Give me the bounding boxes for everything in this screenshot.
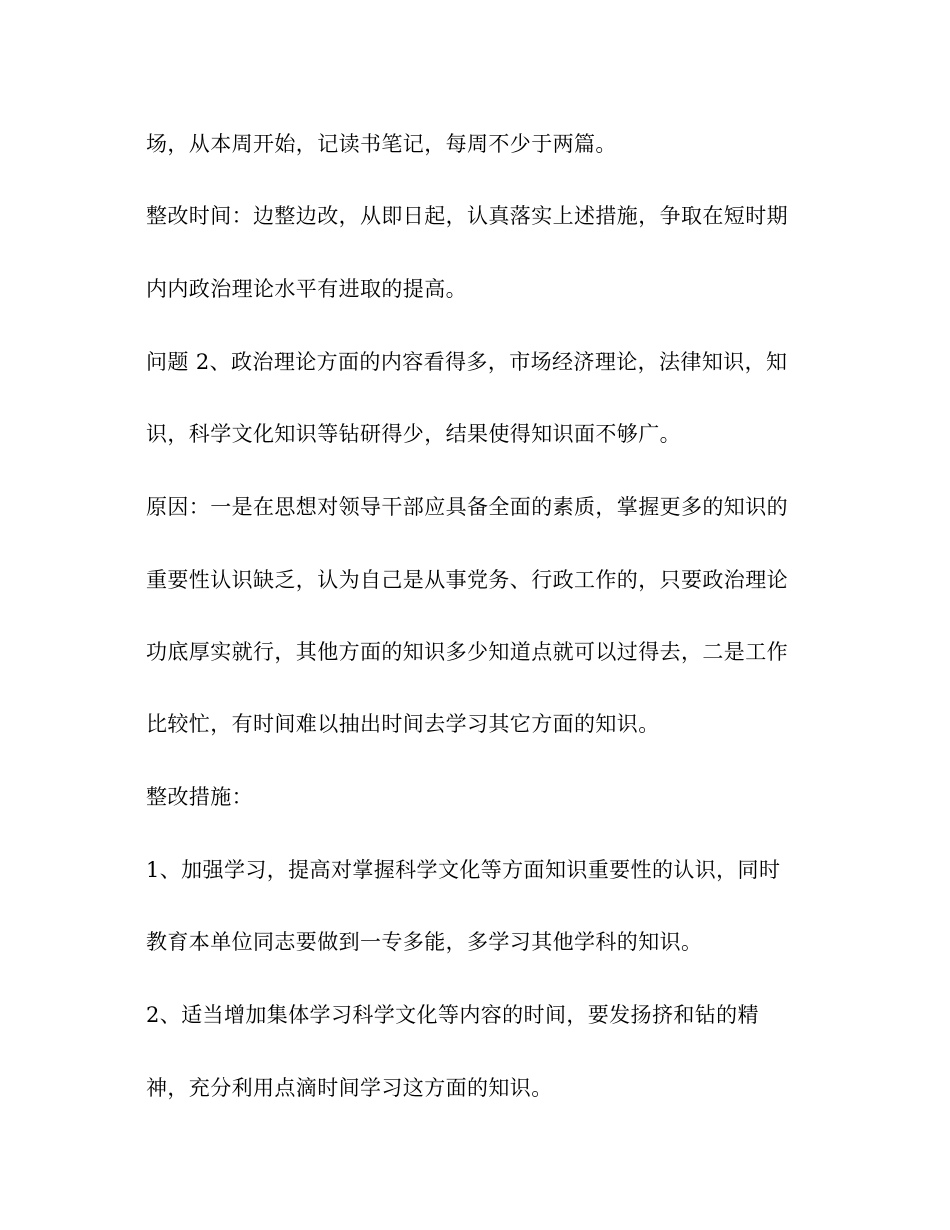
text-line: 整改措施： xyxy=(146,785,253,809)
text-line: 神，充分利用点滴时间学习这方面的知识。 xyxy=(146,1076,553,1100)
text-line: 1、加强学习，提高对掌握科学文化等方面知识重要性的认识，同时 xyxy=(146,858,781,882)
text-line: 问题 2、政治理论方面的内容看得多，市场经济理论，法律知识，知 xyxy=(146,350,788,374)
text-line: 场，从本周开始，记读书笔记，每周不少于两篇。 xyxy=(146,132,617,156)
text-line: 整改时间：边整边改，从即日起，认真落实上述措施，争取在短时期 xyxy=(146,204,788,228)
text-line: 原因：一是在思想对领导干部应具备全面的素质，掌握更多的知识的 xyxy=(146,495,788,519)
text-line: 重要性认识缺乏，认为自己是从事党务、行政工作的，只要政治理论 xyxy=(146,568,788,592)
text-line: 教育本单位同志要做到一专多能，多学习其他学科的知识。 xyxy=(146,930,703,954)
text-line: 功底厚实就行，其他方面的知识多少知道点就可以过得去，二是工作 xyxy=(146,640,788,664)
text-line: 内内政治理论水平有进取的提高。 xyxy=(146,277,467,301)
text-line: 比较忙，有时间难以抽出时间去学习其它方面的知识。 xyxy=(146,712,660,736)
text-line: 2、适当增加集体学习科学文化等内容的时间，要发扬挤和钻的精 xyxy=(146,1003,759,1027)
text-line: 识，科学文化知识等钻研得少，结果使得知识面不够广。 xyxy=(146,422,681,446)
